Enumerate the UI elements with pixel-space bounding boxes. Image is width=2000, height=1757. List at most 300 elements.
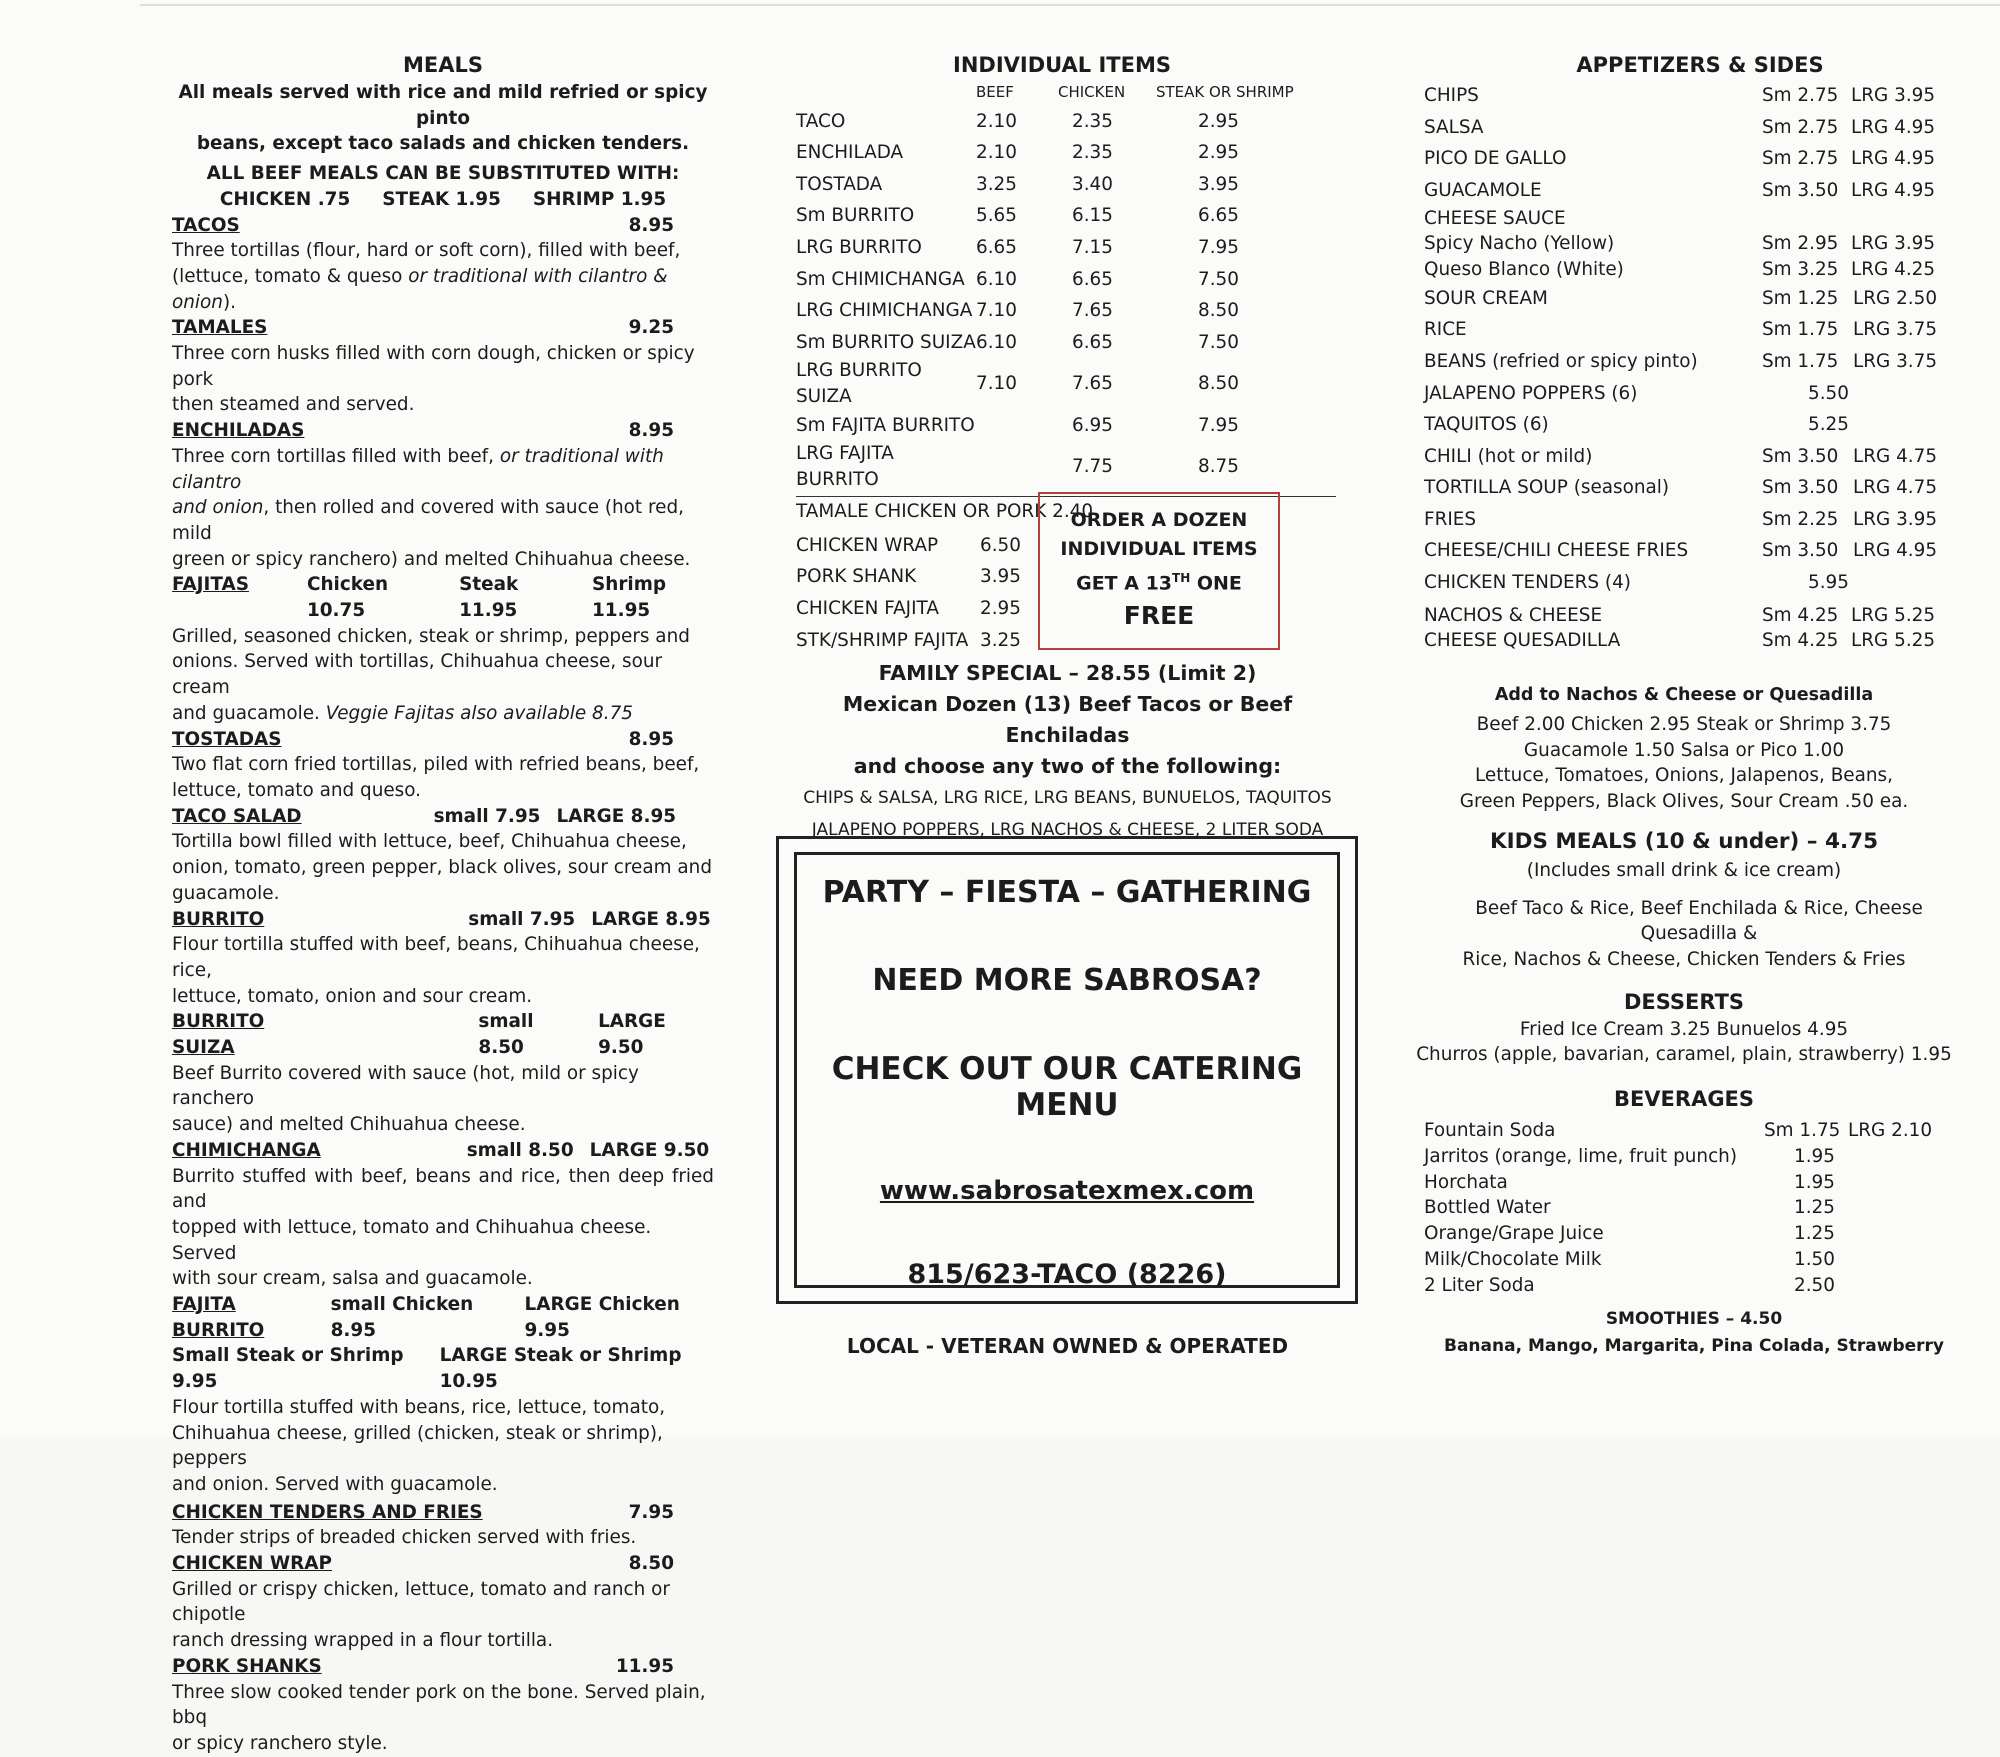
meal-name: TOSTADAS: [172, 728, 282, 750]
item-name: Horchata: [1424, 1171, 1508, 1193]
individual-title: INDIVIDUAL ITEMS: [953, 53, 1171, 77]
individual-row: [796, 106, 1336, 138]
meal-chimichanga: [172, 1138, 714, 1164]
meal-burrito-suiza: [172, 1009, 714, 1060]
individual-row: [796, 327, 1336, 359]
meal-chicken-wrap: [172, 1551, 714, 1577]
meal-price: LARGE 8.95: [591, 908, 711, 930]
addon-line: Beef 2.00 Chicken 2.95 Steak or Shrimp 3.75: [1476, 714, 1892, 735]
side-row: [1424, 504, 1949, 536]
item-price: 7.65: [1072, 373, 1113, 395]
item-name: STK/SHRIMP FAJITA: [796, 629, 969, 651]
meal-name: FAJITA BURRITO: [172, 1294, 265, 1341]
item-price: Sm 1.75: [1762, 350, 1839, 372]
meal-name: BURRITO SUIZA: [172, 1011, 265, 1059]
item-price: [1844, 1144, 1944, 1170]
item-name: Bottled Water: [1424, 1197, 1551, 1219]
meal-desc: Burrito stuffed with beef, beans and rice, then deep fried and: [172, 1165, 714, 1213]
meal-desc: Chihuahua cheese, grilled (chicken, steak or shrimp), peppers: [172, 1422, 663, 1470]
party-line: PARTY – FIESTA – GATHERING: [822, 875, 1312, 910]
beverage-row: [1424, 1144, 1944, 1170]
item-price: [1844, 1273, 1944, 1299]
item-price: 5.95: [1808, 572, 1849, 594]
family-special: [780, 658, 1355, 846]
item-name: CHICKEN FAJITA: [796, 597, 939, 619]
individual-row: [796, 169, 1336, 201]
item-price: Sm 1.75: [1762, 319, 1839, 341]
item-name: CHILI (hot or mild): [1424, 445, 1593, 467]
item-price: 2.35: [1072, 142, 1113, 164]
meal-burrito: [172, 907, 714, 933]
meal-name: CHICKEN TENDERS AND FRIES: [172, 1501, 483, 1523]
meal-desc: with sour cream, salsa and guacamole.: [172, 1268, 533, 1290]
meal-desc: ranch dressing wrapped in a flour tortilla.: [172, 1630, 554, 1652]
cheese-sauce-label: CHEESE SAUCE: [1424, 208, 1566, 230]
individual-row: [796, 441, 1336, 492]
item-name: LRG FAJITA BURRITO: [796, 443, 894, 491]
item-name: CHEESE QUESADILLA: [1424, 630, 1621, 652]
meal-desc: lettuce, tomato, onion and sour cream.: [172, 985, 533, 1007]
meal-price: LARGE 9.50: [598, 1011, 666, 1059]
meal-price: small Chicken 8.95: [330, 1294, 474, 1341]
item-name: TACO: [796, 110, 846, 132]
item-name: PORK SHANK: [796, 566, 917, 588]
extra-row: [796, 561, 1040, 593]
item-price: Sm 2.75: [1762, 84, 1839, 106]
item-price: LRG 2.50: [1852, 287, 1938, 309]
kids-line: Rice, Nachos & Cheese, Chicken Tenders & Fries: [1462, 948, 1906, 970]
meal-desc: (lettuce, tomato & queso or traditional with cilantro & onion).: [172, 265, 668, 313]
item-price: [976, 441, 1056, 492]
item-name: Jarritos (orange, lime, fruit punch): [1424, 1145, 1738, 1167]
item-price: 6.65: [1072, 268, 1113, 290]
meal-desc: Three corn husks filled with corn dough, chicken or spicy pork: [172, 343, 695, 390]
individual-row: [796, 410, 1336, 442]
meal-fajitas: [172, 572, 714, 623]
item-price: 6.95: [1072, 414, 1113, 436]
side-row: [1424, 536, 1949, 568]
item-name: Fountain Soda: [1424, 1120, 1556, 1142]
cheese-table: [1424, 231, 1947, 282]
item-name: Sm BURRITO SUIZA: [796, 331, 976, 353]
meal-desc: onion, tomato, green pepper, black olives, sour cream and: [172, 857, 712, 879]
catering-link[interactable]: www.sabrosatexmex.com: [879, 1176, 1255, 1206]
meal-desc: Tortilla bowl filled with lettuce, beef, Chihuahua cheese,: [172, 831, 687, 853]
meal-name: BURRITO: [172, 908, 265, 930]
meal-price: Chicken 10.75: [306, 574, 389, 622]
item-name: TOSTADA: [796, 173, 883, 195]
item-price: 7.15: [1072, 237, 1113, 259]
appetizers-section: [1416, 50, 1964, 1356]
meals-section: [172, 50, 714, 1757]
side-row: [1424, 314, 1949, 346]
item-price: Sm 3.50: [1762, 445, 1839, 467]
meal-price: LARGE 9.50: [589, 1139, 710, 1161]
meal-desc: Flour tortilla stuffed with beef, beans, Chihuahua cheese, rice,: [172, 934, 700, 981]
item-price: [1849, 567, 1949, 599]
appetizer-row: [1424, 143, 1947, 175]
individual-table: [796, 80, 1336, 493]
kids-line: Beef Taco & Rice, Beef Enchilada & Rice, Cheese Quesadilla &: [1475, 897, 1923, 945]
item-price: 7.50: [1198, 268, 1239, 290]
col-steak: STEAK OR SHRIMP: [1156, 83, 1294, 101]
item-price: [976, 410, 1056, 442]
item-name: RICE: [1424, 319, 1467, 341]
item-price: [1849, 378, 1949, 410]
meal-price: Shrimp 11.95: [592, 574, 667, 622]
tamale-line: TAMALE CHICKEN OR PORK 2.40: [796, 500, 1094, 522]
scan-edge: [140, 4, 2000, 6]
item-price: [1844, 1247, 1944, 1273]
item-price: Sm 2.75: [1762, 116, 1839, 138]
meal-price: small 8.50: [478, 1011, 534, 1059]
item-price: 2.10: [976, 142, 1017, 164]
appetizer-row: [1424, 80, 1947, 112]
meal-desc: and onion, then rolled and covered with sauce (hot red, mild: [172, 497, 684, 544]
item-name: JALAPENO POPPERS (6): [1424, 382, 1638, 404]
sides-table: [1424, 283, 1949, 599]
party-line: NEED MORE SABROSA?: [872, 963, 1262, 998]
item-price: 2.95: [1198, 110, 1239, 132]
item-price: 7.50: [1198, 331, 1239, 353]
meal-name: TACO SALAD: [172, 805, 302, 827]
catering-box: [794, 852, 1340, 1288]
meal-name: FAJITAS: [172, 574, 249, 596]
appetizer-row: [1424, 175, 1947, 207]
individual-row: [796, 232, 1336, 264]
item-price: 3.25: [976, 173, 1017, 195]
item-price: 1.25: [1794, 1223, 1835, 1245]
col-chicken: CHICKEN: [1058, 83, 1126, 101]
item-price: LRG 4.95: [1851, 148, 1936, 170]
meal-desc: Flour tortilla stuffed with beans, rice, lettuce, tomato,: [172, 1396, 666, 1418]
item-price: LRG 3.95: [1851, 233, 1936, 255]
meal-desc: guacamole.: [172, 882, 280, 904]
family-line-1: FAMILY SPECIAL – 28.55 (Limit 2): [878, 661, 1257, 685]
item-name: TORTILLA SOUP (seasonal): [1424, 477, 1670, 499]
meal-fajita-burrito-prices: [172, 1343, 714, 1394]
meal-desc: sauce) and melted Chihuahua cheese.: [172, 1114, 526, 1136]
meal-price: LARGE Chicken 9.95: [524, 1294, 680, 1341]
meal-price: 8.95: [628, 420, 674, 442]
item-name: LRG CHIMICHANGA: [796, 300, 973, 322]
item-name: PICO DE GALLO: [1424, 148, 1567, 170]
extras-table: [796, 530, 1040, 656]
meal-desc: Grilled, seasoned chicken, steak or shrimp, peppers and: [172, 625, 690, 647]
item-price: 5.50: [1808, 382, 1849, 404]
dessert-line: Churros (apple, bavarian, caramel, plain, strawberry) 1.95: [1416, 1044, 1952, 1066]
item-price: 1.50: [1794, 1249, 1835, 1271]
dozen-promo-box: [1038, 492, 1280, 650]
meals-sub-2: CHICKEN .75 STEAK 1.95 SHRIMP 1.95: [219, 188, 667, 210]
item-price: 6.65: [976, 237, 1017, 259]
meal-desc: and onion. Served with guacamole.: [172, 1473, 498, 1495]
meal-name: PORK SHANKS: [172, 1655, 322, 1677]
item-price: LRG 2.10: [1848, 1120, 1933, 1142]
item-price: [1844, 1170, 1944, 1196]
item-name: FRIES: [1424, 508, 1477, 530]
item-price: Sm 4.25: [1762, 630, 1839, 652]
phone-number: 815/623-TACO (8226): [907, 1259, 1227, 1290]
item-price: 6.10: [976, 331, 1017, 353]
meals-intro-1: All meals served with rice and mild refried or spicy pinto: [178, 82, 708, 129]
meal-desc: onions. Served with tortillas, Chihuahua cheese, sour cream: [172, 651, 663, 699]
meal-desc: or spicy ranchero style.: [172, 1733, 388, 1754]
item-price: Sm 1.75: [1764, 1120, 1841, 1142]
individual-row: [796, 295, 1336, 327]
item-name: Queso Blanco (White): [1424, 259, 1624, 281]
family-line-5: JALAPENO POPPERS, LRG NACHOS & CHEESE, 2 LITER SODA: [811, 820, 1324, 840]
meal-tostadas: [172, 727, 714, 753]
item-name: CHICKEN TENDERS (4): [1424, 572, 1631, 594]
meal-price: small 8.50: [466, 1139, 574, 1161]
item-price: LRG 3.75: [1852, 319, 1938, 341]
nachos-row: [1424, 628, 1947, 654]
item-price: 1.95: [1794, 1145, 1835, 1167]
meal-name: TAMALES: [172, 317, 268, 339]
side-row: [1424, 472, 1949, 504]
item-name: Orange/Grape Juice: [1424, 1223, 1604, 1245]
item-name: Sm CHIMICHANGA: [796, 268, 965, 290]
meal-desc: and guacamole. Veggie Fajitas also available 8.75: [172, 702, 633, 724]
beverage-row: [1424, 1195, 1944, 1221]
meal-name: CHIMICHANGA: [172, 1139, 321, 1161]
item-price: Sm 1.25: [1762, 287, 1839, 309]
item-price: 6.10: [976, 268, 1017, 290]
kids-sub: (Includes small drink & ice cream): [1526, 859, 1842, 881]
item-price: 7.65: [1072, 300, 1113, 322]
item-name: LRG BURRITO SUIZA: [796, 360, 922, 408]
beverages-table: [1424, 1118, 1944, 1299]
item-price: 5.25: [1808, 414, 1849, 436]
meal-name: ENCHILADAS: [172, 420, 305, 442]
meal-price: Steak 11.95: [459, 574, 519, 622]
side-row: [1424, 283, 1949, 315]
meal-tacos: [172, 213, 714, 239]
nachos-row: [1424, 603, 1947, 629]
smoothies: [1424, 1306, 1964, 1360]
meal-price: LARGE 8.95: [556, 805, 677, 827]
item-name: GUACAMOLE: [1424, 179, 1542, 201]
item-price: LRG 3.95: [1852, 508, 1938, 530]
individual-row: [796, 358, 1336, 409]
item-price: 7.10: [976, 373, 1017, 395]
meal-price: 9.25: [628, 317, 674, 339]
addon-line: Green Peppers, Black Olives, Sour Cream .50 ea.: [1459, 791, 1909, 813]
meal-desc: then steamed and served.: [172, 394, 415, 416]
dessert-line: Fried Ice Cream 3.25 Bunuelos 4.95: [1519, 1018, 1849, 1040]
item-name: SOUR CREAM: [1424, 287, 1548, 309]
meal-desc: Three corn tortillas filled with beef, or traditional with cilantro: [172, 445, 664, 493]
beverage-row: [1424, 1247, 1944, 1273]
item-price: 3.95: [980, 566, 1021, 588]
item-price: 2.35: [1072, 110, 1113, 132]
item-price: [1844, 1221, 1944, 1247]
individual-row: [796, 264, 1336, 296]
item-price: 7.10: [976, 300, 1017, 322]
item-price: Sm 3.50: [1762, 179, 1839, 201]
meal-price: LARGE Steak or Shrimp 10.95: [439, 1345, 682, 1393]
item-name: LRG BURRITO: [796, 237, 922, 259]
beverage-row: [1424, 1221, 1944, 1247]
side-row: [1424, 567, 1949, 599]
kids-title: KIDS MEALS (10 & under) – 4.75: [1489, 828, 1879, 854]
item-price: Sm 2.75: [1762, 148, 1839, 170]
extra-row: [796, 593, 1040, 625]
item-price: 1.95: [1794, 1171, 1835, 1193]
individual-header: [796, 80, 1336, 106]
item-price: LRG 3.95: [1851, 84, 1936, 106]
cheese-row: [1424, 257, 1947, 283]
meal-desc: Beef Burrito covered with sauce (hot, mild or spicy ranchero: [172, 1062, 639, 1110]
item-price: LRG 4.25: [1851, 259, 1936, 281]
addon-line: Lettuce, Tomatoes, Onions, Jalapenos, Beans,: [1475, 765, 1893, 787]
item-price: LRG 4.95: [1851, 116, 1936, 138]
item-price: 5.65: [976, 205, 1017, 227]
item-name: 2 Liter Soda: [1424, 1274, 1535, 1296]
side-row: [1424, 409, 1949, 441]
meal-desc: topped with lettuce, tomato and Chihuahua cheese. Served: [172, 1216, 652, 1264]
item-name: CHICKEN WRAP: [796, 534, 939, 556]
extra-row: [796, 530, 1040, 562]
item-price: LRG 4.75: [1852, 477, 1938, 499]
meal-name: TACOS: [172, 214, 240, 236]
item-name: CHIPS: [1424, 84, 1479, 106]
meal-price: small 7.95: [468, 908, 576, 930]
dozen-line: INDIVIDUAL ITEMS: [1060, 538, 1258, 560]
col-beef: BEEF: [976, 83, 1014, 101]
item-price: 8.75: [1198, 456, 1239, 478]
item-name: BEANS (refried or spicy pinto): [1424, 350, 1698, 372]
individual-row: [796, 200, 1336, 232]
meals-sub-1: ALL BEEF MEALS CAN BE SUBSTITUTED WITH:: [206, 163, 680, 185]
side-row: [1424, 378, 1949, 410]
meal-price: 8.95: [628, 728, 674, 750]
item-price: LRG 4.75: [1852, 445, 1938, 467]
item-name: Milk/Chocolate Milk: [1424, 1249, 1602, 1271]
individual-row: [796, 137, 1336, 169]
meal-price: 11.95: [615, 1655, 674, 1677]
item-price: [1844, 1195, 1944, 1221]
meal-fajita-burrito: [172, 1292, 714, 1343]
smoothies-list: Banana, Mango, Margarita, Pina Colada, Strawberry: [1444, 1336, 1944, 1356]
item-price: 2.50: [1794, 1274, 1835, 1296]
meal-tamales: [172, 315, 714, 341]
item-price: Sm 4.25: [1762, 604, 1839, 626]
beverages-title: BEVERAGES: [1613, 1087, 1755, 1112]
item-price: Sm 3.50: [1762, 477, 1839, 499]
item-price: Sm 3.25: [1762, 259, 1839, 281]
meal-desc: Three tortillas (flour, hard or soft corn), filled with beef,: [172, 240, 681, 262]
item-price: 7.95: [1198, 414, 1239, 436]
meal-desc: lettuce, tomato and queso.: [172, 779, 422, 801]
item-price: Sm 3.50: [1762, 540, 1839, 562]
side-row: [1424, 441, 1949, 473]
item-price: 2.95: [1198, 142, 1239, 164]
item-price: Sm 2.95: [1762, 233, 1839, 255]
item-name: Sm BURRITO: [796, 205, 915, 227]
item-name: SALSA: [1424, 116, 1484, 138]
meal-enchiladas: [172, 418, 714, 444]
item-price: 8.50: [1198, 300, 1239, 322]
item-price: 7.95: [1198, 237, 1239, 259]
meal-chicken-tenders: [172, 1500, 714, 1526]
meal-desc: Three slow cooked tender pork on the bone. Served plain, bbq: [172, 1681, 706, 1729]
item-price: 3.25: [980, 629, 1021, 651]
item-price: 2.10: [976, 110, 1017, 132]
item-price: LRG 4.95: [1851, 179, 1936, 201]
meal-price: 8.50: [628, 1553, 674, 1575]
appetizers-title: APPETIZERS & SIDES: [1576, 53, 1824, 77]
beverage-row: [1424, 1170, 1944, 1196]
item-price: 3.40: [1072, 173, 1113, 195]
meal-taco-salad: [172, 804, 714, 830]
meal-desc: Grilled or crispy chicken, lettuce, tomato and ranch or chipotle: [172, 1578, 670, 1626]
meal-desc: Two flat corn fried tortillas, piled with refried beans, beef,: [172, 754, 700, 776]
item-price: 6.65: [1198, 205, 1239, 227]
item-price: 6.65: [1072, 331, 1113, 353]
item-price: 2.95: [980, 597, 1021, 619]
addon-title: Add to Nachos & Cheese or Quesadilla: [1494, 685, 1874, 705]
meals-intro-2: beans, except taco salads and chicken tenders.: [196, 133, 690, 155]
meal-price: 7.95: [628, 1501, 674, 1523]
meal-price: Small Steak or Shrimp 9.95: [172, 1345, 404, 1393]
item-price: 3.95: [1198, 173, 1239, 195]
meal-name: CHICKEN WRAP: [172, 1553, 332, 1575]
desserts-title: DESSERTS: [1623, 989, 1745, 1014]
meal-price: small 7.95: [433, 805, 541, 827]
meal-price: 8.95: [628, 214, 674, 236]
item-price: LRG 4.95: [1852, 540, 1938, 562]
appetizers-table: [1424, 80, 1947, 206]
meal-desc: Tender strips of breaded chicken served with fries.: [172, 1527, 637, 1549]
meals-title: MEALS: [402, 53, 483, 77]
item-name: CHEESE/CHILI CHEESE FRIES: [1424, 540, 1689, 562]
item-name: ENCHILADA: [796, 142, 904, 164]
beverage-row: [1424, 1118, 1944, 1144]
item-price: 8.50: [1198, 373, 1239, 395]
add-ons: [1404, 678, 1964, 1114]
item-name: TAQUITOS (6): [1424, 414, 1549, 436]
meal-desc: green or spicy ranchero) and melted Chihuahua cheese.: [172, 548, 691, 570]
nachos-table: [1424, 603, 1947, 654]
dozen-free: FREE: [1123, 601, 1195, 631]
item-price: LRG 5.25: [1851, 630, 1936, 652]
beverage-row: [1424, 1273, 1944, 1299]
item-price: [1849, 409, 1949, 441]
veteran-owned: LOCAL - VETERAN OWNED & OPERATED: [846, 1334, 1289, 1358]
item-name: NACHOS & CHEESE: [1424, 604, 1603, 626]
appetizer-row: [1424, 112, 1947, 144]
family-line-3: and choose any two of the following:: [853, 754, 1282, 778]
item-price: 6.50: [980, 534, 1021, 556]
addon-line: Guacamole 1.50 Salsa or Pico 1.00: [1523, 739, 1845, 761]
item-price: LRG 5.25: [1851, 604, 1936, 626]
item-price: 7.75: [1072, 456, 1113, 478]
side-row: [1424, 346, 1949, 378]
item-price: LRG 3.75: [1852, 350, 1938, 372]
meal-pork-shanks: [172, 1654, 714, 1680]
dozen-line: GET A 13TH ONE: [1076, 571, 1242, 595]
family-line-2: Mexican Dozen (13) Beef Tacos or Beef Enchiladas: [842, 692, 1293, 747]
dozen-line: ORDER A DOZEN: [1070, 509, 1248, 531]
cheese-row: [1424, 231, 1947, 257]
item-name: Sm FAJITA BURRITO: [796, 414, 975, 436]
smoothies-title: SMOOTHIES – 4.50: [1605, 1309, 1783, 1329]
item-price: Sm 2.25: [1762, 508, 1839, 530]
party-line: CHECK OUT OUR CATERING MENU: [831, 1051, 1303, 1123]
item-price: 1.25: [1794, 1197, 1835, 1219]
